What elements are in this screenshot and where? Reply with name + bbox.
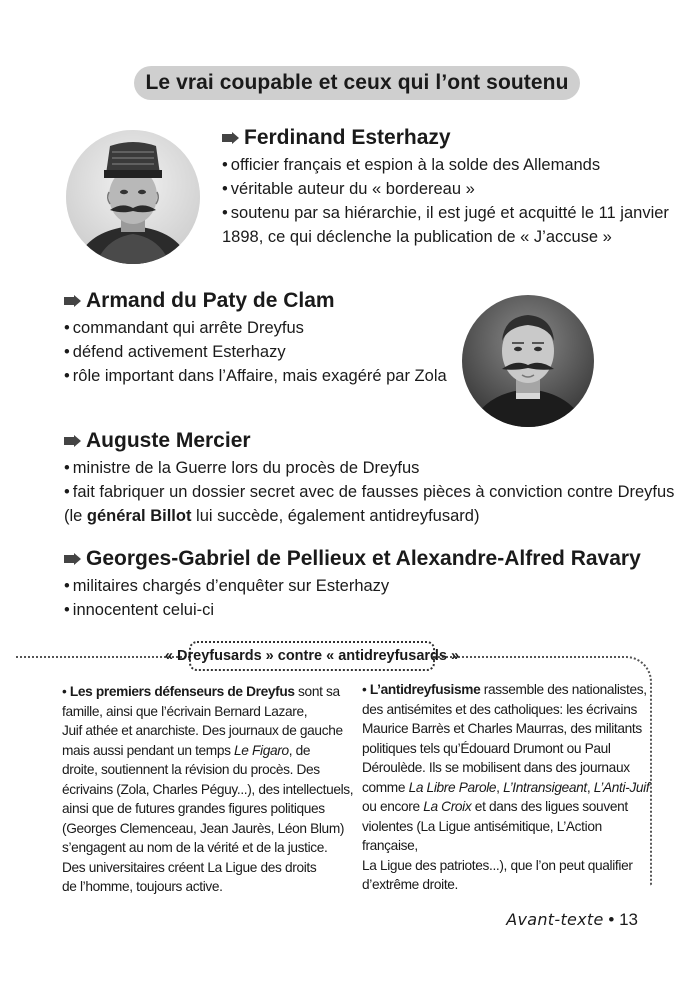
box-line: Juif athée et anarchiste. Des journaux de gauche (62, 723, 343, 738)
bullet-dot: • (222, 156, 228, 174)
portrait-du-paty-drawing (462, 295, 594, 427)
newspaper-title: La Libre Parole (408, 779, 497, 795)
box-lead-bold: Les premiers défenseurs de Dreyfus (69, 684, 295, 699)
bullet-continuation (64, 504, 674, 528)
box-line: famille, ainsi que l’écrivain Bernard Lazare, (62, 703, 308, 719)
page-footer (506, 910, 638, 930)
pointer-arrow-icon (64, 553, 81, 565)
bullet-continuation: 1898, ce qui déclenche la publication de « J’accuse » (222, 228, 612, 246)
section-name: Auguste Mercier (86, 429, 251, 452)
section-name: Ferdinand Esterhazy (244, 126, 451, 149)
section-heading (64, 288, 447, 314)
bullet-dot: • (64, 483, 70, 501)
box-line: La Ligue des patriotes...), que l’on peut qualifier (362, 857, 633, 873)
bullet-text: rôle important dans l’Affaire, mais exagéré par Zola (72, 367, 447, 385)
newspaper-title: L’Intransigeant (503, 779, 587, 795)
pointer-arrow-icon (64, 295, 81, 307)
box-text: mais aussi pendant un temps (62, 742, 235, 758)
bullet-text: soutenu par sa hiérarchie, il est jugé et acquitté le 11 janvier (230, 204, 669, 222)
bullet-text: défend activement Esterhazy (72, 343, 286, 361)
section-heading (222, 125, 669, 151)
portrait-esterhazy-drawing (66, 130, 200, 264)
bullet-item (64, 316, 447, 340)
bullet-dot: • (64, 367, 70, 385)
continuation-text: lui succède, également antidreyfusard) (191, 507, 480, 525)
newspaper-title: Le Figaro (234, 742, 289, 758)
box-line (62, 682, 353, 702)
bullet-dot: • (64, 319, 70, 337)
section-name: Armand du Paty de Clam (86, 289, 335, 312)
box-line (362, 680, 649, 700)
pointer-arrow-icon (222, 132, 239, 144)
bullet-item (64, 480, 674, 504)
box-line: Déroulède. Ils se mobilisent dans des journaux (362, 760, 630, 775)
box-column-left (62, 682, 353, 897)
box-text: sont sa (294, 684, 340, 699)
bullet-item (222, 201, 669, 225)
bullet-item (222, 153, 669, 177)
newspaper-title: La Croix (423, 799, 472, 814)
bullet-dot: • (62, 684, 67, 699)
bullet-text: innocentent celui-ci (72, 601, 215, 619)
bullet-text: fait fabriquer un dossier secret avec de fausses pièces à conviction contre Dreyfus (72, 483, 675, 501)
box-line (62, 741, 353, 761)
bullet-dot: • (64, 577, 70, 595)
box-line: s’engagent au nom de la vérité et de la justice. (62, 840, 328, 855)
footer-separator: • (608, 910, 615, 929)
box-line: Maurice Barrès et Charles Maurras, des militants (362, 721, 642, 736)
section-esterhazy (222, 125, 669, 249)
section-heading (64, 428, 674, 454)
box-line: écrivains (Zola, Charles Péguy...), des intellectuels, (62, 781, 354, 797)
box-label: « Dreyfusards » contre « antidreyfusards » (189, 641, 435, 671)
box-line: française, (362, 838, 418, 853)
bullet-dot: • (64, 343, 70, 361)
section-name: Georges-Gabriel de Pellieux et Alexandre-Alfred Ravary (86, 547, 641, 570)
section-du-paty-de-clam (64, 288, 447, 388)
section-mercier (64, 428, 674, 528)
box-text: et dans des ligues souvent (471, 799, 628, 814)
box-line: politiques tels qu’Édouard Drumont ou Paul (362, 740, 611, 756)
section-pellieux-ravary (64, 546, 641, 622)
box-line: violentes (La Ligue antisémitique, L’Action (362, 818, 602, 834)
footer-section-label: Avant-texte (506, 910, 604, 929)
box-line (362, 797, 649, 817)
portrait-du-paty-de-clam (462, 295, 594, 427)
box-line: des antisémites et des catholiques: les écrivains (362, 701, 637, 717)
pointer-arrow-icon (64, 435, 81, 447)
box-border-left (16, 656, 190, 658)
bullet-item (64, 574, 641, 598)
portrait-esterhazy (66, 130, 200, 264)
box-text: , (496, 779, 504, 795)
section-heading (64, 546, 641, 572)
bullet-item (64, 340, 447, 364)
box-line (362, 778, 649, 798)
page-title: Le vrai coupable et ceux qui l’ont soutenu (134, 66, 580, 100)
box-line: de l’homme, toujours active. (62, 879, 223, 894)
page-number: 13 (619, 910, 638, 929)
bullet-dot: • (222, 180, 228, 198)
box-text: comme (362, 779, 409, 795)
box-lead-bold: L’antidreyfusisme (369, 682, 481, 697)
bullet-item (222, 177, 669, 201)
box-text: , (586, 779, 594, 795)
bullet-dot: • (64, 459, 70, 477)
bullet-text: ministre de la Guerre lors du procès de Dreyfus (72, 459, 420, 477)
bullet-item (64, 364, 447, 388)
bullet-text: militaires chargés d’enquêter sur Esterhazy (72, 577, 390, 595)
box-line: (Georges Clemenceau, Jean Jaurès, Léon Blum) (62, 820, 345, 836)
continuation-text: (le (64, 507, 87, 525)
bullet-text: commandant qui arrête Dreyfus (72, 319, 304, 337)
box-text: , de (288, 742, 311, 758)
box-column-right (362, 680, 649, 895)
bullet-dot: • (222, 204, 228, 222)
bullet-text: véritable auteur du « bordereau » (230, 180, 475, 198)
box-text: ou encore (362, 799, 424, 814)
newspaper-title: L’Anti-Juif (593, 779, 650, 795)
bullet-item (64, 598, 641, 622)
bullet-dot: • (362, 682, 367, 697)
box-line: ainsi que de futures grandes figures politiques (62, 801, 325, 816)
bullet-dot: • (64, 601, 70, 619)
box-line: droite, soutiennent la révision du procès. Des (62, 762, 320, 777)
bullet-item (64, 456, 674, 480)
box-text: rassemble des nationalistes, (480, 682, 647, 697)
bullet-text: officier français et espion à la solde des Allemands (230, 156, 601, 174)
continuation-bold-name: général Billot (86, 507, 192, 525)
box-line: d’extrême droite. (362, 877, 458, 892)
box-line: Des universitaires créent La Ligue des droits (62, 859, 317, 875)
